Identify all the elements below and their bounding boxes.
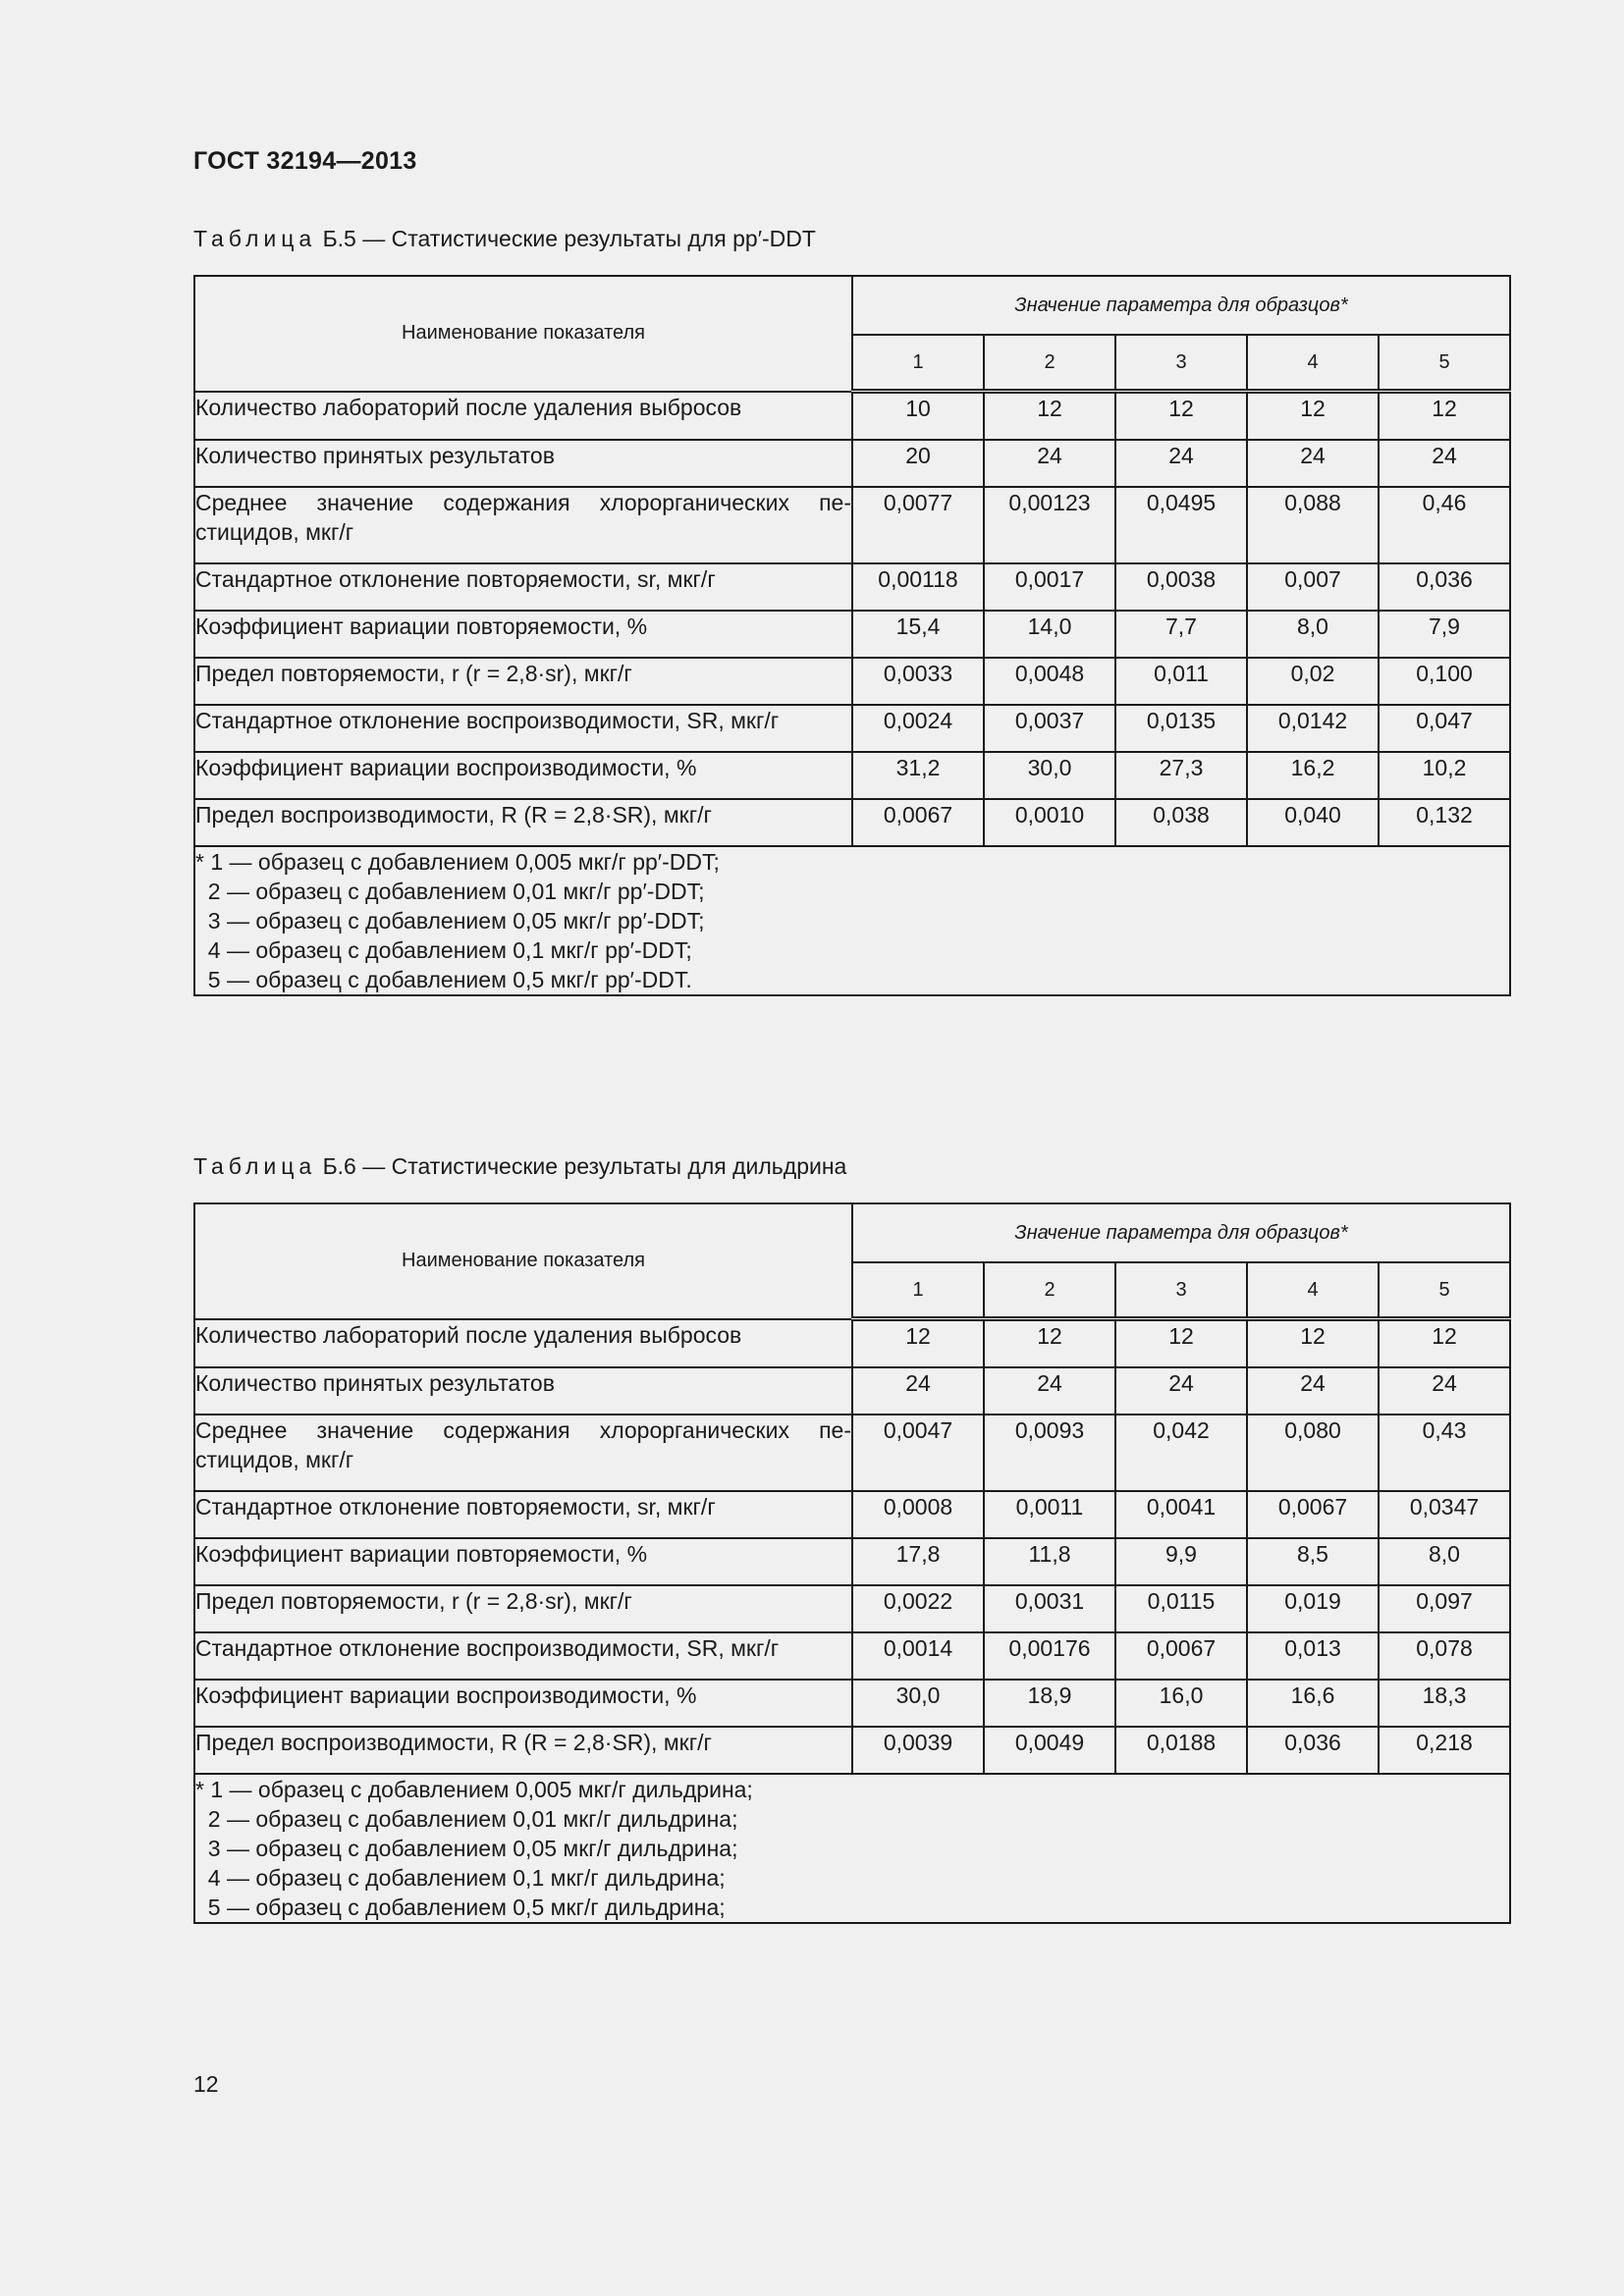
value-cell: 18,3: [1379, 1680, 1510, 1727]
sample-header: 4: [1247, 335, 1379, 392]
indicator-name: Коэффициент вариации воспроизводимости, %: [194, 1680, 852, 1727]
column-header-indicator: Наименование показателя: [194, 1203, 852, 1319]
value-cell: 10,2: [1379, 752, 1510, 799]
value-cell: 0,00118: [852, 563, 984, 611]
value-cell: 0,0010: [984, 799, 1115, 846]
caption-word: Таблица: [193, 1153, 317, 1179]
value-cell: 11,8: [984, 1538, 1115, 1585]
value-cell: 8,5: [1247, 1538, 1379, 1585]
indicator-name: Среднее значение содержания хлорорганических пе-стицидов, мкг/г: [194, 1415, 852, 1491]
value-cell: 24: [1115, 440, 1247, 487]
value-cell: 0,46: [1379, 487, 1510, 563]
footnote-line: 3 — образец с добавлением 0,05 мкг/г дильдрина;: [195, 1836, 738, 1861]
column-header-group: Значение параметра для образцов*: [852, 1203, 1510, 1262]
indicator-name: Предел воспроизводимости, R (R = 2,8·SR), мкг/г: [194, 1727, 852, 1774]
footnote-line: 5 — образец с добавлением 0,5 мкг/г дильдрина;: [195, 1895, 726, 1920]
indicator-name: Количество принятых результатов: [194, 440, 852, 487]
footnote-line: * 1 — образец с добавлением 0,005 мкг/г дильдрина;: [195, 1777, 753, 1802]
indicator-name: Стандартное отклонение повторяемости, sr, мкг/г: [194, 563, 852, 611]
table-row: [194, 487, 1510, 563]
sample-header: 2: [984, 1262, 1115, 1319]
sample-header: 5: [1379, 335, 1510, 392]
value-cell: 27,3: [1115, 752, 1247, 799]
footnote-line: 2 — образец с добавлением 0,01 мкг/г дильдрина;: [195, 1806, 738, 1832]
value-cell: 31,2: [852, 752, 984, 799]
table-b6: [193, 1202, 1511, 1924]
table-row: [194, 752, 1510, 799]
footnote-line: 3 — образец с добавлением 0,05 мкг/г pp′-DDT;: [195, 908, 705, 934]
indicator-name: Стандартное отклонение воспроизводимости, SR, мкг/г: [194, 1632, 852, 1680]
value-cell: 0,040: [1247, 799, 1379, 846]
value-cell: 0,038: [1115, 799, 1247, 846]
caption-text: Б.5 — Статистические результаты для pp′-DDT: [322, 226, 816, 251]
table-row: [194, 440, 1510, 487]
table-row: [194, 392, 1510, 441]
table-row: [194, 1319, 1510, 1368]
value-cell: 0,013: [1247, 1632, 1379, 1680]
value-cell: 12: [1115, 1319, 1247, 1368]
value-cell: 0,0022: [852, 1585, 984, 1632]
table-b6-caption: [193, 1153, 846, 1180]
table-b6-footnote: [194, 1774, 1510, 1923]
value-cell: 0,0135: [1115, 705, 1247, 752]
sample-header: 3: [1115, 1262, 1247, 1319]
footnote-line: 2 — образец с добавлением 0,01 мкг/г pp′-DDT;: [195, 879, 705, 904]
value-cell: 0,0142: [1247, 705, 1379, 752]
value-cell: 12: [1379, 1319, 1510, 1368]
indicator-name: Предел повторяемости, r (r = 2,8·sr), мкг/г: [194, 1585, 852, 1632]
value-cell: 0,0014: [852, 1632, 984, 1680]
indicator-name: Стандартное отклонение воспроизводимости, SR, мкг/г: [194, 705, 852, 752]
sample-header: 1: [852, 335, 984, 392]
value-cell: 0,0049: [984, 1727, 1115, 1774]
column-header-indicator: Наименование показателя: [194, 276, 852, 392]
table-b5-body: [194, 392, 1510, 847]
value-cell: 12: [852, 1319, 984, 1368]
value-cell: 0,047: [1379, 705, 1510, 752]
value-cell: 12: [1247, 1319, 1379, 1368]
column-header-group: Значение параметра для образцов*: [852, 276, 1510, 335]
value-cell: 0,078: [1379, 1632, 1510, 1680]
value-cell: 0,0495: [1115, 487, 1247, 563]
table-row: [194, 1415, 1510, 1491]
indicator-name: Предел повторяемости, r (r = 2,8·sr), мкг/г: [194, 658, 852, 705]
indicator-name: Коэффициент вариации воспроизводимости, %: [194, 752, 852, 799]
value-cell: 17,8: [852, 1538, 984, 1585]
value-cell: 16,0: [1115, 1680, 1247, 1727]
value-cell: 12: [1247, 392, 1379, 441]
table-row: [194, 658, 1510, 705]
indicator-name: Коэффициент вариации повторяемости, %: [194, 1538, 852, 1585]
value-cell: 0,218: [1379, 1727, 1510, 1774]
sample-header: 4: [1247, 1262, 1379, 1319]
table-row: [194, 1367, 1510, 1415]
value-cell: 24: [852, 1367, 984, 1415]
value-cell: 0,0033: [852, 658, 984, 705]
value-cell: 0,036: [1379, 563, 1510, 611]
value-cell: 24: [1247, 440, 1379, 487]
table-row: [194, 1727, 1510, 1774]
footnote-line: 4 — образец с добавлением 0,1 мкг/г дильдрина;: [195, 1865, 726, 1891]
value-cell: 24: [1379, 1367, 1510, 1415]
value-cell: 0,0039: [852, 1727, 984, 1774]
value-cell: 10: [852, 392, 984, 441]
table-row: [194, 1680, 1510, 1727]
value-cell: 0,02: [1247, 658, 1379, 705]
value-cell: 0,100: [1379, 658, 1510, 705]
indicator-name: Количество лабораторий после удаления выбросов: [194, 392, 852, 441]
value-cell: 0,0017: [984, 563, 1115, 611]
value-cell: 24: [1247, 1367, 1379, 1415]
caption-word: Таблица: [193, 226, 317, 251]
value-cell: 12: [1379, 392, 1510, 441]
table-row: [194, 1585, 1510, 1632]
value-cell: 12: [1115, 392, 1247, 441]
value-cell: 0,0067: [1247, 1491, 1379, 1538]
value-cell: 24: [1115, 1367, 1247, 1415]
value-cell: 0,097: [1379, 1585, 1510, 1632]
value-cell: 0,011: [1115, 658, 1247, 705]
value-cell: 24: [984, 1367, 1115, 1415]
footnote-line: 5 — образец с добавлением 0,5 мкг/г pp′-DDT.: [195, 967, 692, 992]
value-cell: 0,0011: [984, 1491, 1115, 1538]
value-cell: 0,0008: [852, 1491, 984, 1538]
value-cell: 12: [984, 1319, 1115, 1368]
value-cell: 0,00123: [984, 487, 1115, 563]
table-row: [194, 563, 1510, 611]
indicator-name: Среднее значение содержания хлорорганических пе-стицидов, мкг/г: [194, 487, 852, 563]
table-b5-caption: [193, 226, 816, 252]
table-row: [194, 1538, 1510, 1585]
value-cell: 0,43: [1379, 1415, 1510, 1491]
value-cell: 0,0093: [984, 1415, 1115, 1491]
value-cell: 0,080: [1247, 1415, 1379, 1491]
value-cell: 0,042: [1115, 1415, 1247, 1491]
value-cell: 0,00176: [984, 1632, 1115, 1680]
value-cell: 24: [1379, 440, 1510, 487]
value-cell: 0,0024: [852, 705, 984, 752]
value-cell: 14,0: [984, 611, 1115, 658]
table-b5: [193, 275, 1511, 996]
table-row: [194, 611, 1510, 658]
value-cell: 0,132: [1379, 799, 1510, 846]
value-cell: 9,9: [1115, 1538, 1247, 1585]
table-b6-body: [194, 1319, 1510, 1775]
value-cell: 0,036: [1247, 1727, 1379, 1774]
value-cell: 16,6: [1247, 1680, 1379, 1727]
value-cell: 0,0048: [984, 658, 1115, 705]
indicator-name: Количество лабораторий после удаления выбросов: [194, 1319, 852, 1368]
value-cell: 0,019: [1247, 1585, 1379, 1632]
value-cell: 20: [852, 440, 984, 487]
value-cell: 0,0077: [852, 487, 984, 563]
indicator-name: Количество принятых результатов: [194, 1367, 852, 1415]
sample-header: 3: [1115, 335, 1247, 392]
value-cell: 30,0: [984, 752, 1115, 799]
table-row: [194, 1632, 1510, 1680]
value-cell: 16,2: [1247, 752, 1379, 799]
value-cell: 24: [984, 440, 1115, 487]
value-cell: 0,007: [1247, 563, 1379, 611]
value-cell: 0,0347: [1379, 1491, 1510, 1538]
sample-header: 2: [984, 335, 1115, 392]
footnote-line: 4 — образец с добавлением 0,1 мкг/г pp′-DDT;: [195, 937, 692, 963]
value-cell: 0,0188: [1115, 1727, 1247, 1774]
document-title: ГОСТ 32194—2013: [193, 147, 417, 175]
value-cell: 0,0115: [1115, 1585, 1247, 1632]
value-cell: 7,7: [1115, 611, 1247, 658]
value-cell: 0,0041: [1115, 1491, 1247, 1538]
table-row: [194, 799, 1510, 846]
value-cell: 0,0047: [852, 1415, 984, 1491]
value-cell: 7,9: [1379, 611, 1510, 658]
value-cell: 0,0031: [984, 1585, 1115, 1632]
footnote-line: * 1 — образец с добавлением 0,005 мкг/г pp′-DDT;: [195, 849, 720, 875]
indicator-name: Предел воспроизводимости, R (R = 2,8·SR), мкг/г: [194, 799, 852, 846]
value-cell: 0,088: [1247, 487, 1379, 563]
page-number: 12: [193, 2071, 219, 2097]
value-cell: 18,9: [984, 1680, 1115, 1727]
sample-header: 5: [1379, 1262, 1510, 1319]
caption-text: Б.6 — Статистические результаты для дильдрина: [322, 1153, 847, 1179]
value-cell: 15,4: [852, 611, 984, 658]
indicator-name: Стандартное отклонение повторяемости, sr, мкг/г: [194, 1491, 852, 1538]
value-cell: 30,0: [852, 1680, 984, 1727]
table-row: [194, 705, 1510, 752]
value-cell: 12: [984, 392, 1115, 441]
value-cell: 0,0067: [1115, 1632, 1247, 1680]
table-b5-footnote: [194, 846, 1510, 995]
value-cell: 0,0037: [984, 705, 1115, 752]
indicator-name: Коэффициент вариации повторяемости, %: [194, 611, 852, 658]
value-cell: 0,0067: [852, 799, 984, 846]
sample-header: 1: [852, 1262, 984, 1319]
value-cell: 8,0: [1379, 1538, 1510, 1585]
table-row: [194, 1491, 1510, 1538]
value-cell: 0,0038: [1115, 563, 1247, 611]
value-cell: 8,0: [1247, 611, 1379, 658]
